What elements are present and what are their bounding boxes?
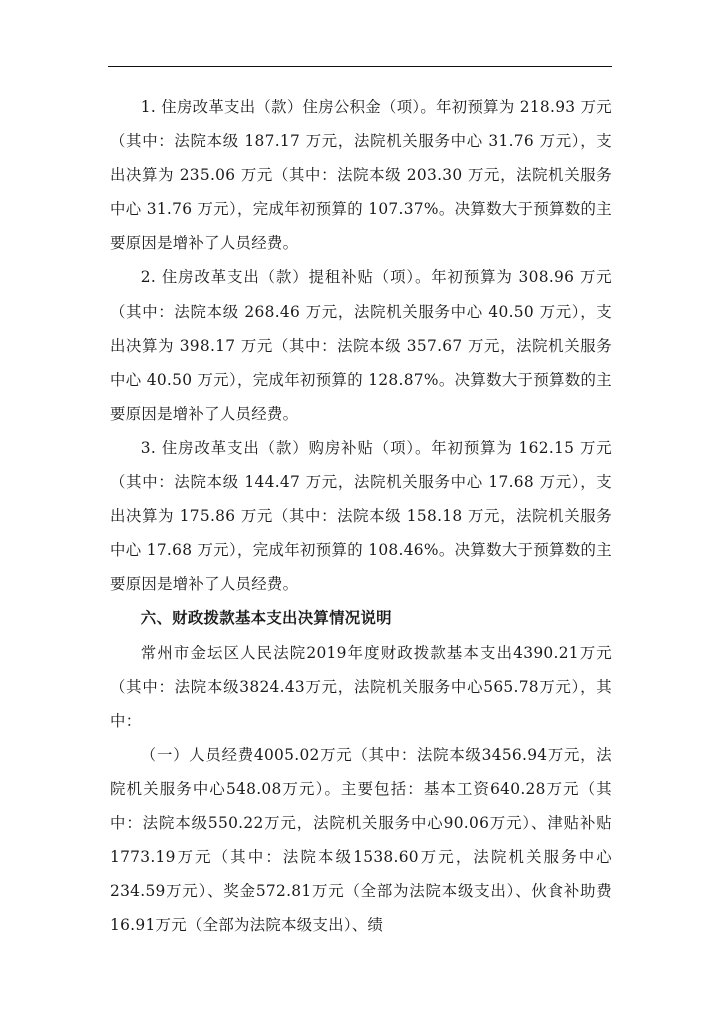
paragraph-housing-purchase-subsidy: 3. 住房改革支出（款）购房补贴（项）。年初预算为 162.15 万元（其中：法院本级 144.47 万元，法院机关服务中心 17.68 万元），支出决算为 175.86 万元（其中：法院本级 158.18 万元，法院机关服务中心 17.68 万元），完成年初预算的 108.46%。决算数大于预算数的主要原因是增补了人员经费。 (110, 438, 612, 594)
paragraph-personnel-expenses: （一）人员经费4005.02万元（其中：法院本级3456.94万元，法院机关服务中心548.08万元）。主要包括：基本工资640.28万元（其中：法院本级550.22万元，法院机关服务中心90.06万元）、津贴补贴1773.19万元（其中：法院本级1538.60万元，法院机关服务中心234.59万元）、奖金572.81万元（全部为法院本级支出）、伙食补助费16.91万元（全部为法院本级支出）、绩 (110, 745, 612, 935)
paragraph-housing-fund: 1. 住房改革支出（款）住房公积金（项）。年初预算为 218.93 万元（其中：法院本级 187.17 万元，法院机关服务中心 31.76 万元），支出决算为 235.06 万元（其中：法院本级 203.30 万元，法院机关服务中心 31.76 万元），完成年初预算的 107.37%。决算数大于预算数的主要原因是增补了人员经费。 (110, 98, 612, 253)
section-heading: 六、财政拨款基本支出决算情况说明 (140, 609, 392, 628)
document-body (110, 90, 612, 942)
paragraph-rent-subsidy: 2. 住房改革支出（款）提租补贴（项）。年初预算为 308.96 万元（其中：法院本级 268.46 万元，法院机关服务中心 40.50 万元），支出决算为 398.17 万元（其中：法院本级 357.67 万元，法院机关服务中心 40.50 万元），完成年初预算的 128.87%。决算数大于预算数的主要原因是增补了人员经费。 (110, 268, 612, 423)
paragraph-basic-expenditure: 常州市金坛区人民法院2019年度财政拨款基本支出4390.21万元（其中：法院本级3824.43万元，法院机关服务中心565.78万元），其中： (110, 643, 612, 730)
header-rule (108, 66, 612, 67)
